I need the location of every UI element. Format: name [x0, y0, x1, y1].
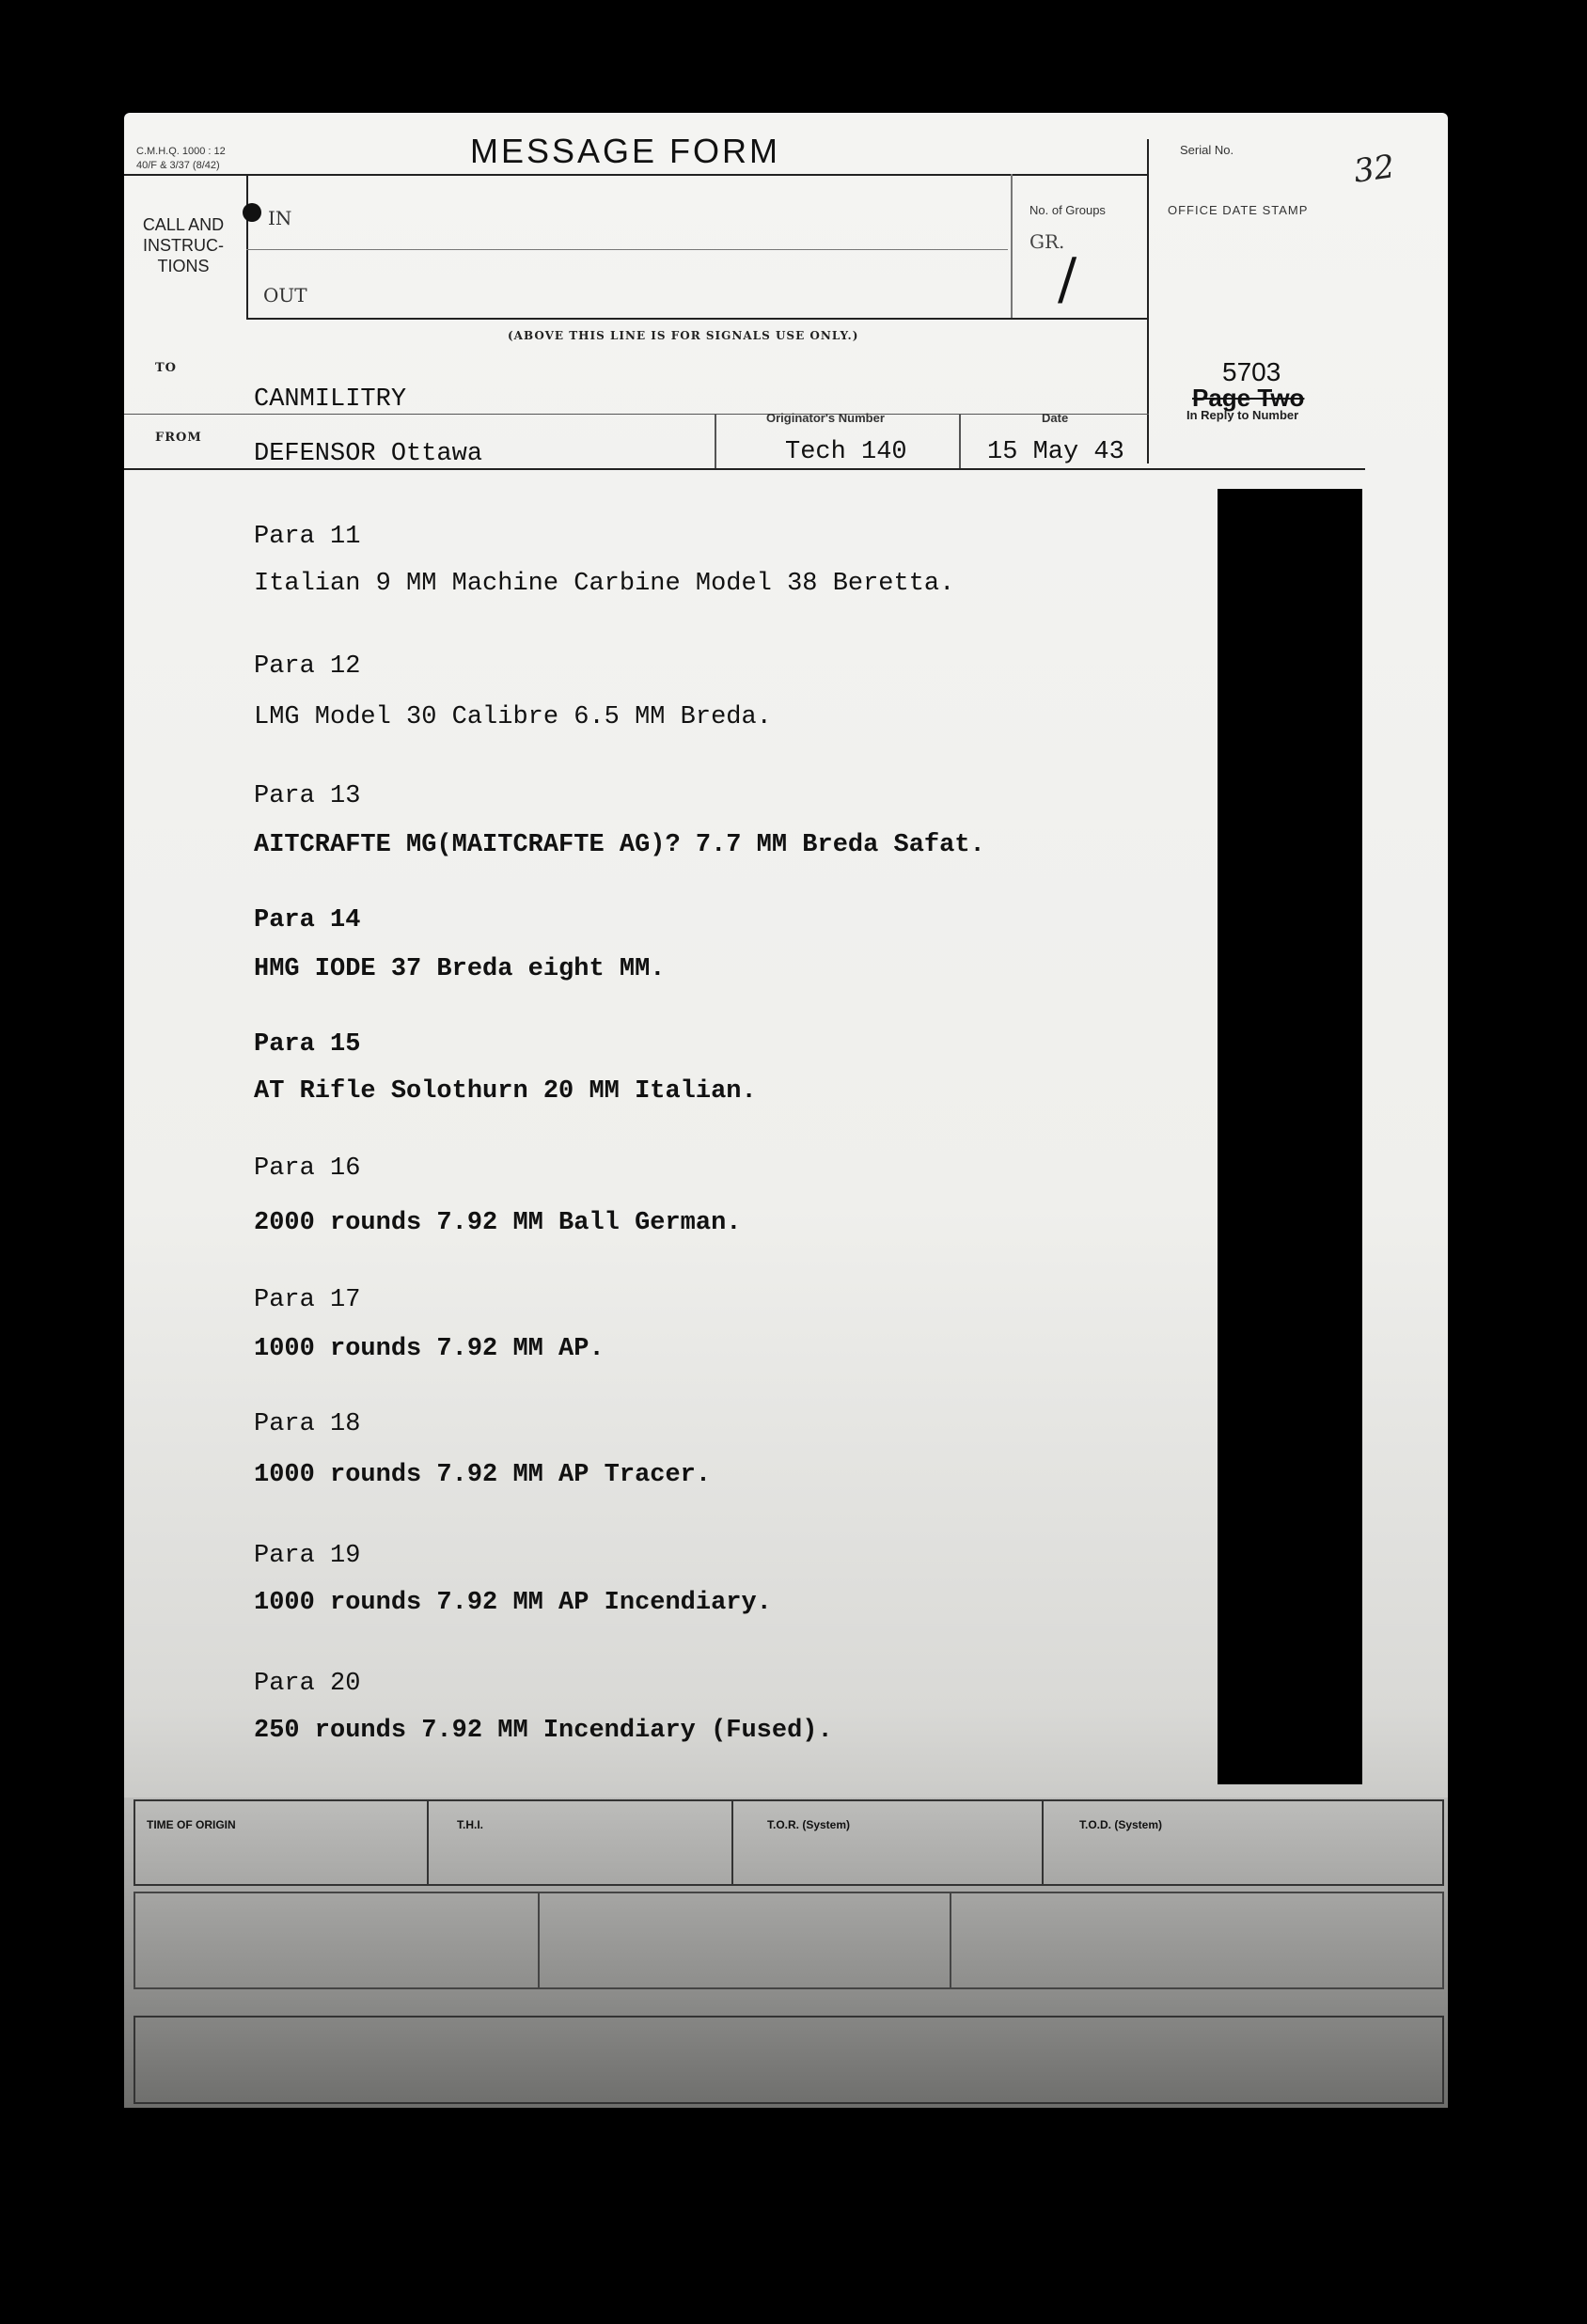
- serial-label: Serial No.: [1180, 143, 1234, 157]
- originator-label: Originator's Number: [766, 411, 885, 425]
- para-heading: Para 19: [254, 1542, 361, 1570]
- para-heading: Para 12: [254, 652, 361, 681]
- call-instructions-label: CALL AND INSTRUC- TIONS: [142, 215, 225, 275]
- para-text: Italian 9 MM Machine Carbine Model 38 Beretta.: [254, 570, 955, 598]
- form-code-1: C.M.H.Q. 1000 : 12: [136, 146, 226, 157]
- reply-number-handwritten: 5703: [1222, 357, 1281, 386]
- in-label: IN: [268, 207, 292, 229]
- groups-label: No. of Groups: [1029, 203, 1106, 217]
- para-heading: Para 16: [254, 1154, 361, 1183]
- footer-cell: [950, 1892, 1444, 1989]
- para-text: 1000 rounds 7.92 MM AP.: [254, 1335, 605, 1363]
- footer-cell: [731, 1799, 1044, 1886]
- footer-cell: [134, 1799, 429, 1886]
- time-of-origin-label: TIME OF ORIGIN: [147, 1818, 236, 1831]
- para-heading: Para 14: [254, 906, 361, 934]
- from-label: FROM: [155, 431, 202, 445]
- para-text: 1000 rounds 7.92 MM AP Tracer.: [254, 1461, 712, 1489]
- form-title: MESSAGE FORM: [470, 132, 781, 170]
- page-note: Page Two: [1192, 384, 1305, 412]
- para-text: 250 rounds 7.92 MM Incendiary (Fused).: [254, 1717, 833, 1745]
- punch-hole-dot: [243, 203, 261, 222]
- date-value: 15 May 43: [987, 438, 1124, 466]
- tor-label: T.O.R. (System): [767, 1818, 851, 1831]
- footer-cell: [538, 1892, 951, 1989]
- para-heading: Para 20: [254, 1670, 361, 1698]
- footer-cell: [1042, 1799, 1444, 1886]
- office-stamp-label: OFFICE DATE STAMP: [1168, 203, 1309, 217]
- form-code-2: 40/F & 3/37 (8/42): [136, 160, 220, 171]
- out-label: OUT: [263, 284, 307, 306]
- page-number-handwritten: 32: [1351, 148, 1397, 191]
- para-text: 2000 rounds 7.92 MM Ball German.: [254, 1209, 742, 1237]
- signals-note: (ABOVE THIS LINE IS FOR SIGNALS USE ONLY.): [508, 329, 859, 342]
- date-label: Date: [1042, 411, 1069, 425]
- tod-label: T.O.D. (System): [1079, 1818, 1163, 1831]
- to-label: TO: [155, 361, 177, 375]
- para-text: LMG Model 30 Calibre 6.5 MM Breda.: [254, 703, 772, 731]
- redaction-bar: [1218, 489, 1362, 1784]
- para-heading: Para 15: [254, 1030, 361, 1059]
- para-heading: Para 18: [254, 1410, 361, 1438]
- footer-cell: [134, 1892, 540, 1989]
- reply-number-label: In Reply to Number: [1186, 408, 1299, 422]
- para-text: AT Rifle Solothurn 20 MM Italian.: [254, 1077, 757, 1106]
- para-heading: Para 17: [254, 1286, 361, 1314]
- groups-prefix: GR.: [1029, 230, 1065, 253]
- groups-value: /: [1058, 246, 1077, 312]
- form-footer: [124, 1798, 1448, 2108]
- footer-bottom-table: [134, 2016, 1444, 2104]
- thi-label: T.H.I.: [457, 1818, 484, 1831]
- para-text: AITCRAFTE MG(MAITCRAFTE AG)? 7.7 MM Breda Safat.: [254, 831, 985, 859]
- para-text: HMG IODE 37 Breda eight MM.: [254, 955, 666, 983]
- para-text: 1000 rounds 7.92 MM AP Incendiary.: [254, 1589, 772, 1617]
- to-value: CANMILITRY: [254, 385, 407, 414]
- para-heading: Para 11: [254, 523, 361, 551]
- from-value: DEFENSOR Ottawa: [254, 440, 483, 468]
- para-heading: Para 13: [254, 782, 361, 810]
- footer-cell: [427, 1799, 733, 1886]
- originator-value: Tech 140: [785, 438, 907, 466]
